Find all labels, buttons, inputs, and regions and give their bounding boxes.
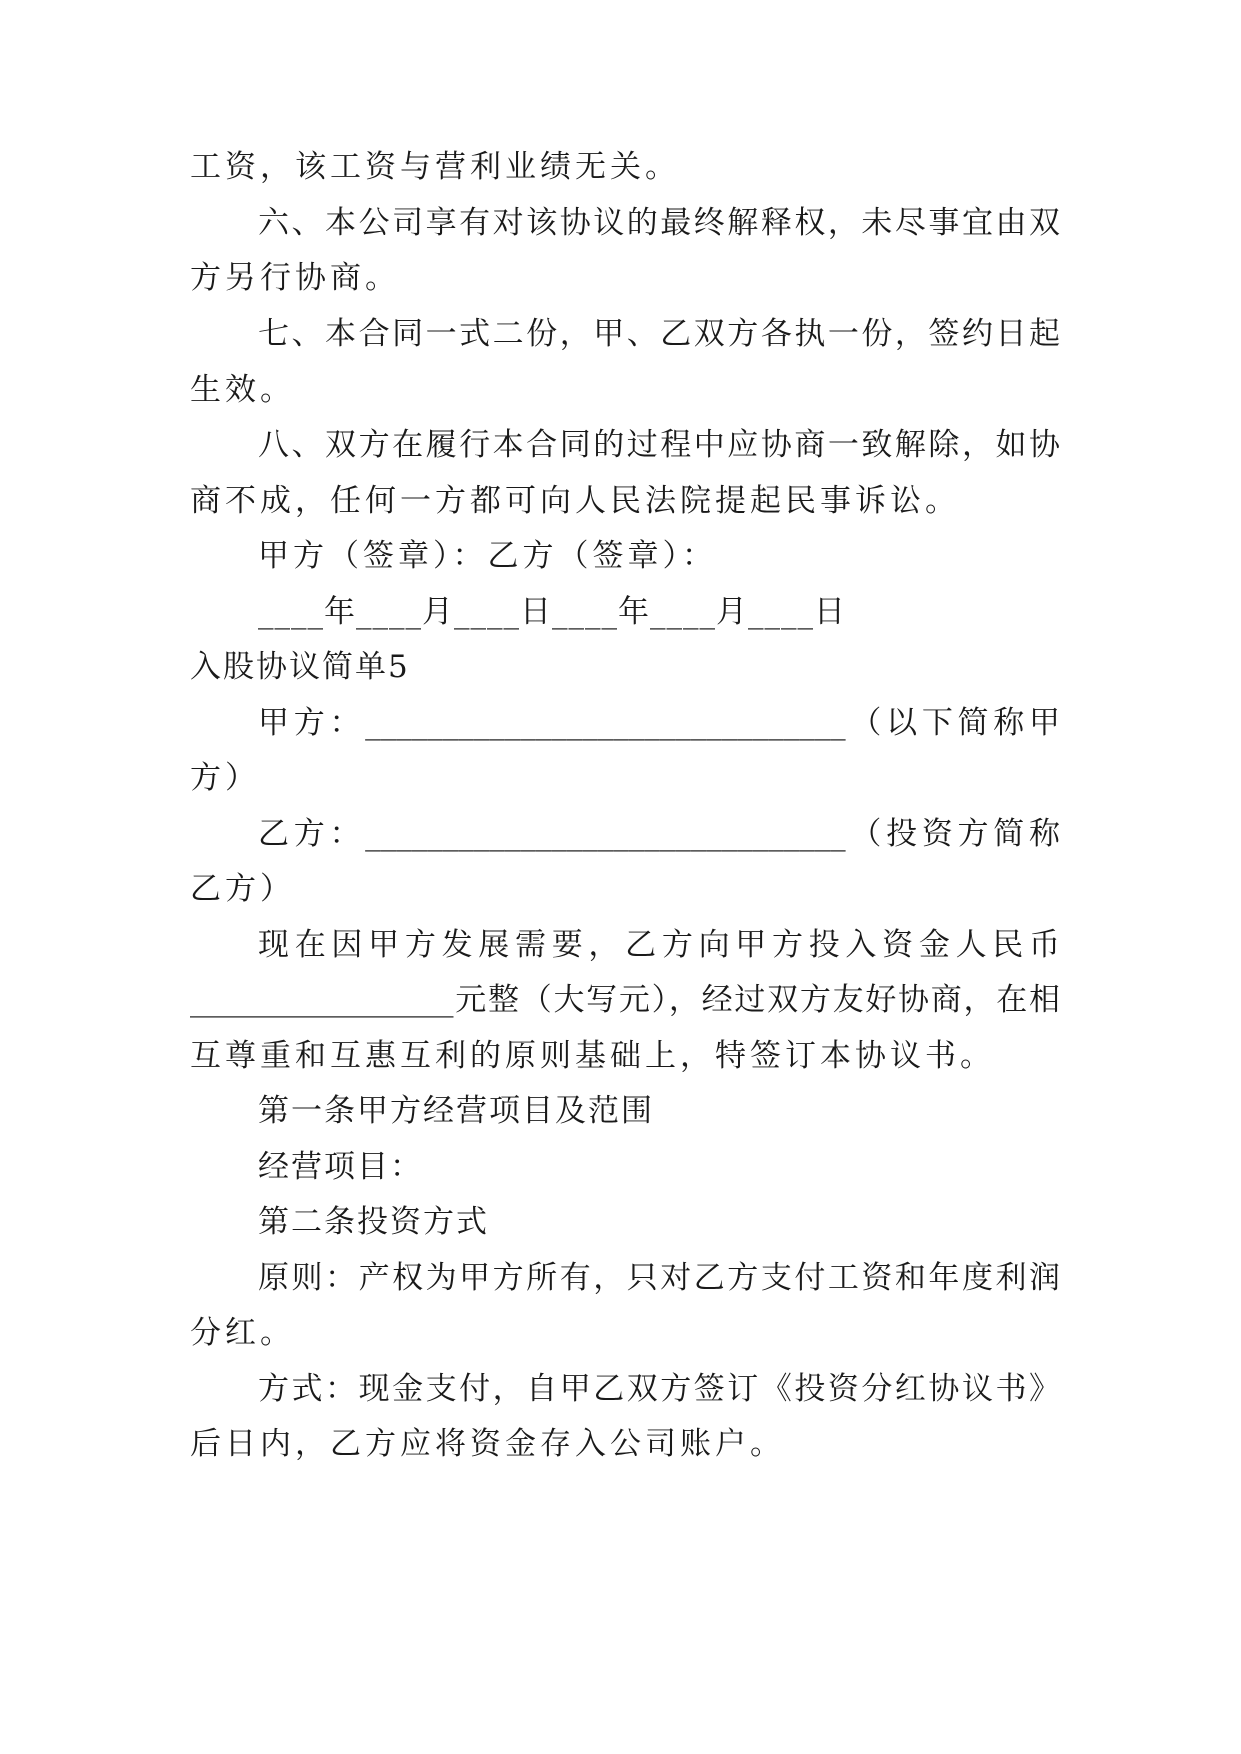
text-line: 生效。 <box>190 372 295 408</box>
text-line: 方式：现金支付，自甲乙双方签订《投资分红协议书》 <box>258 1371 1060 1407</box>
date-line: ____年____月____日____年____月____日 <box>258 594 846 630</box>
text-line: 八、双方在履行本合同的过程中应协商一致解除，如协 <box>258 427 1060 463</box>
signature-line: 甲方（签章）：乙方（签章）： <box>258 538 717 574</box>
section-title: 入股协议简单5 <box>190 649 410 685</box>
text-line: 经营项目： <box>258 1149 423 1185</box>
party-b-line: 乙方：_______________________________（投资方简称 <box>258 816 1060 852</box>
text-line: 后日内，乙方应将资金存入公司账户。 <box>190 1426 785 1462</box>
text-line: 方） <box>190 760 260 796</box>
text-line: _________________元整（大写元），经过双方友好协商，在相 <box>190 982 1060 1018</box>
text-line: 方另行协商。 <box>190 260 400 296</box>
text-line: 商不成，任何一方都可向人民法院提起民事诉讼。 <box>190 483 960 519</box>
text-line: 工资，该工资与营利业绩无关。 <box>190 149 680 185</box>
text-line: 现在因甲方发展需要，乙方向甲方投入资金人民币 <box>258 927 1060 963</box>
article-heading: 第二条投资方式 <box>258 1204 489 1240</box>
text-line: 乙方） <box>190 871 295 907</box>
text-line: 原则：产权为甲方所有，只对乙方支付工资和年度利润 <box>258 1260 1060 1296</box>
text-line: 六、本公司享有对该协议的最终解释权，未尽事宜由双 <box>258 205 1060 241</box>
text-line: 分红。 <box>190 1315 295 1351</box>
text-line: 七、本合同一式二份，甲、乙双方各执一份，签约日起 <box>258 316 1060 352</box>
article-heading: 第一条甲方经营项目及范围 <box>258 1093 654 1129</box>
party-a-line: 甲方：_______________________________（以下简称甲 <box>258 705 1060 741</box>
text-line: 互尊重和互惠互利的原则基础上，特签订本协议书。 <box>190 1038 995 1074</box>
